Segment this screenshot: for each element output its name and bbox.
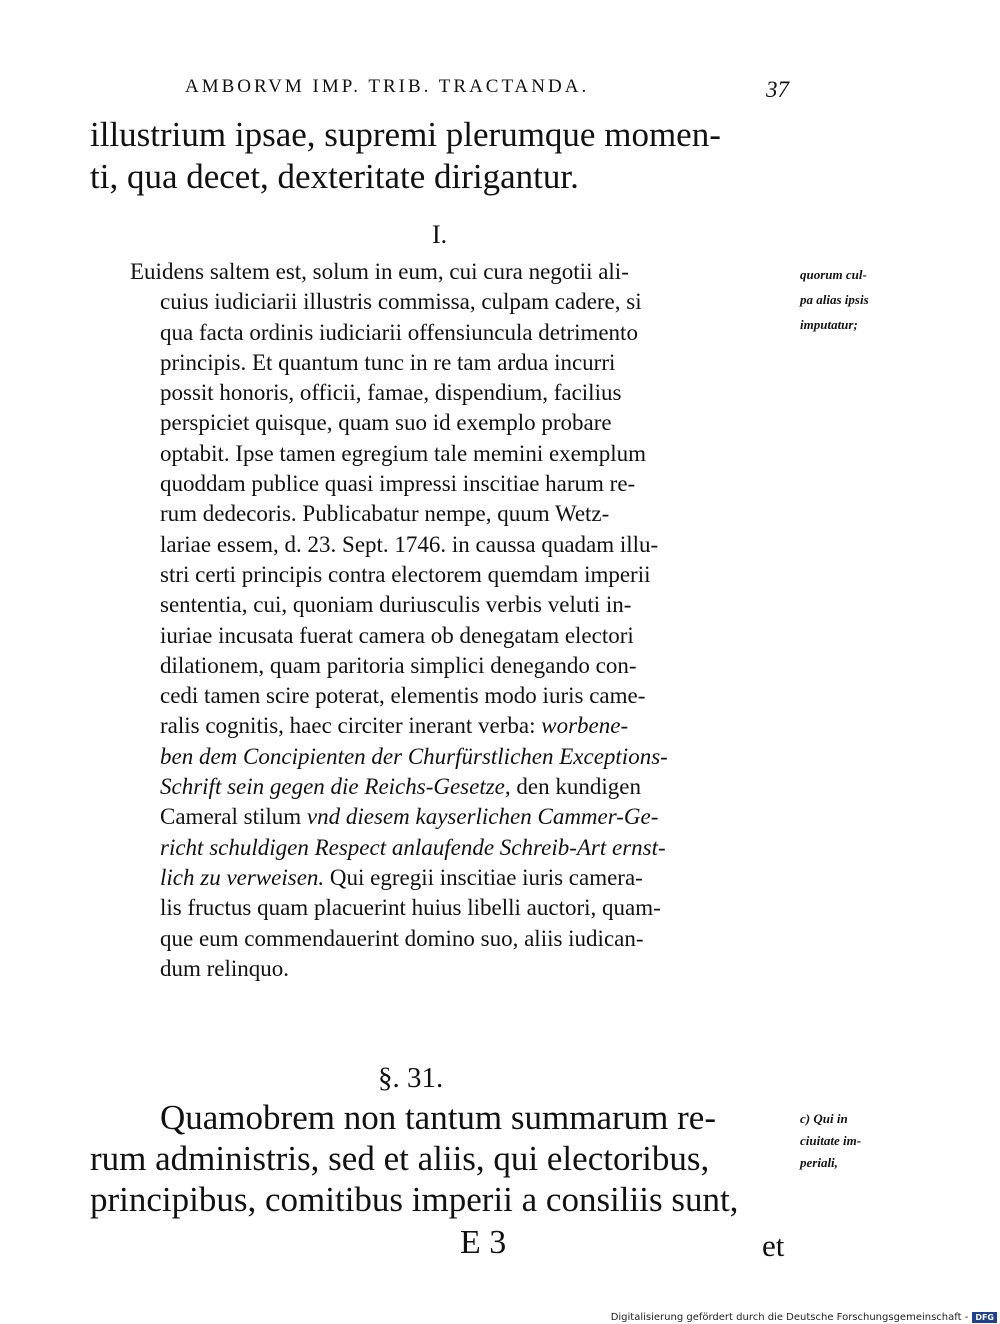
paragraph-line: principis. Et quantum tunc in re tam ardua incurri [160, 349, 616, 375]
paragraph-line: iuriae incusata fuerat camera ob denegatam electori [160, 622, 634, 648]
main-paragraph [130, 257, 668, 984]
section-heading: §. 31. [378, 1062, 444, 1094]
paragraph-line: que eum commendauerint domino suo, aliis iudican- [160, 925, 644, 951]
margin-note-line: imputatur; [800, 317, 858, 332]
paragraph-text: den kundigen [510, 774, 641, 800]
paragraph-line [160, 742, 668, 772]
german-quote: worbene- [541, 713, 629, 739]
intro-line: ti, qua decet, dexteritate dirigantur. [90, 157, 579, 196]
running-title: AMBORVM IMP. TRIB. TRACTANDA. [185, 76, 590, 97]
german-quote: vnd diesem kayserlichen Cammer-Ge- [306, 804, 659, 830]
signature-mark: E 3 [460, 1224, 507, 1261]
paragraph-line: dilationem, quam paritoria simplici denegando con- [160, 652, 637, 678]
margin-note-line: pa alias ipsis [800, 292, 869, 307]
margin-note-line: c) Qui in [800, 1111, 848, 1126]
page-number: 37 [766, 77, 789, 102]
paragraph-line: sententia, cui, quoniam duriusculis verbis veluti in- [160, 592, 632, 618]
paragraph-line: qua facta ordinis iudiciarii offensiuncula detrimento [160, 319, 638, 345]
paragraph-line: lis fructus quam placuerint huius libelli auctori, quam- [160, 895, 661, 921]
paragraph-line: Euidens saltem est, solum in eum, cui cura negotii ali- [130, 259, 629, 284]
german-quote: ben dem Concipienten der Churfürstlichen Exceptions- [160, 743, 668, 769]
margin-note-line: periali, [800, 1155, 838, 1170]
intro-text [90, 114, 721, 198]
margin-note [800, 262, 869, 337]
paragraph-line: rum dedecoris. Publicabatur nempe, quum Wetz- [160, 501, 610, 527]
paragraph-line [160, 772, 668, 802]
paragraph-line [160, 863, 668, 893]
dfg-logo-icon: DFG [972, 1312, 997, 1323]
margin-note-line: quorum cul- [800, 267, 867, 282]
paragraph-text: Cameral stilum [160, 804, 307, 830]
digitization-credit [595, 1310, 1000, 1324]
final-text [90, 1097, 738, 1220]
paragraph-line: cuius iudiciarii illustris commissa, culpam cadere, si [160, 289, 642, 315]
german-quote: richt schuldigen Respect anlaufende Schreib-Art ernst- [160, 834, 666, 860]
final-line: principibus, comitibus imperii a consiliis sunt, [90, 1180, 739, 1219]
paragraph-text: ralis cognitis, haec circiter inerant verba: [160, 713, 536, 739]
paragraph-line: optabit. Ipse tamen egregium tale memini exemplum [160, 440, 647, 466]
paragraph-line: stri certi principis contra electorem quemdam imperii [160, 561, 651, 587]
intro-line: illustrium ipsae, supremi plerumque momen- [90, 115, 721, 154]
paragraph-text: Qui egregii inscitiae iuris camera- [324, 864, 643, 890]
paragraph-line: possit honoris, officii, famae, dispendium, facilius [160, 380, 622, 406]
final-line: rum administris, sed et aliis, qui electoribus, [90, 1139, 710, 1178]
margin-note-line: ciuitate im- [800, 1133, 862, 1148]
german-quote: Schrift sein gegen die Reichs-Gesetze, [160, 774, 511, 800]
catchword: et [762, 1228, 785, 1263]
credit-text: Digitalisierung gefördert durch die Deutsche Forschungsgemeinschaft - [610, 1311, 969, 1323]
paragraph-line [160, 711, 668, 741]
paragraph-line: lariae essem, d. 23. Sept. 1746. in caussa quadam illu- [160, 531, 659, 557]
paragraph-line: dum relinquo. [160, 955, 290, 981]
paragraph-line: perspiciet quisque, quam suo id exemplo probare [160, 410, 612, 436]
paragraph-line: cedi tamen scire poterat, elementis modo iuris came- [160, 683, 646, 709]
margin-note [800, 1108, 861, 1174]
final-line: Quamobrem non tantum summarum re- [160, 1098, 716, 1137]
paragraph-line: quoddam publice quasi impressi inscitiae harum re- [160, 471, 636, 497]
section-numeral: I. [432, 220, 448, 249]
paragraph-line [160, 833, 668, 863]
paragraph-line [160, 802, 668, 832]
german-quote: lich zu verweisen. [160, 864, 325, 890]
